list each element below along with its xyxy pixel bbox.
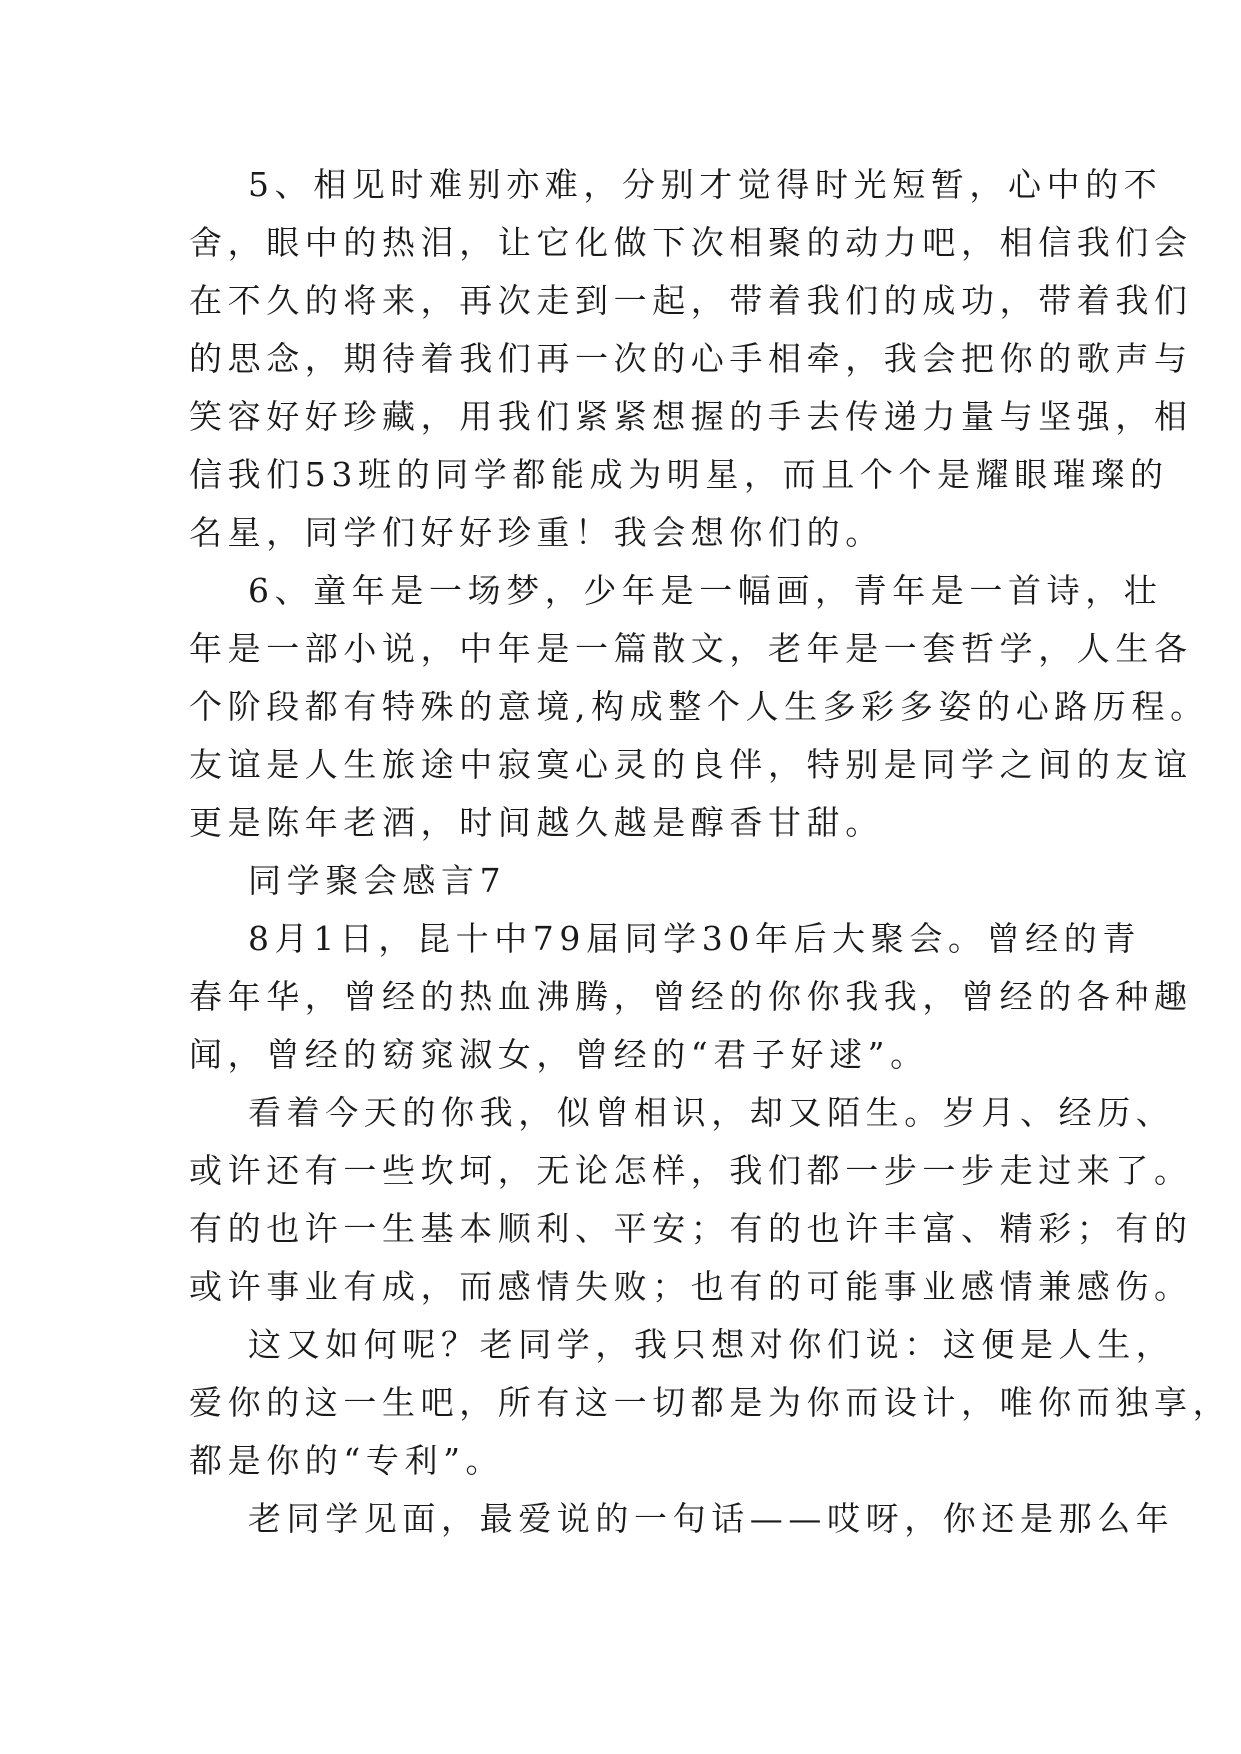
text-line [0, 1373, 1241, 1433]
text-line [0, 503, 1241, 563]
text-line [0, 155, 1241, 215]
line-text: 更是陈年老酒，时间越久越是醇香甘甜。 [189, 803, 884, 842]
line-text: 春年华，曾经的热血沸腾，曾经的你你我我，曾经的各种趣 [189, 977, 1193, 1016]
text-line [0, 1431, 1241, 1491]
text-line [0, 387, 1241, 447]
heading-text: 同学聚会感言7 [248, 861, 507, 900]
line-text: 老同学见面，最爱说的一句话——哎呀，你还是那么年 [248, 1499, 1175, 1538]
line-text: 个阶段都有特殊的意境,构成整个人生多彩多姿的心路历程。 [189, 687, 1209, 726]
line-text: 信我们53班的同学都能成为明星，而且个个是耀眼璀璨的 [189, 455, 1169, 494]
line-text: 有的也许一生基本顺利、平安；有的也许丰富、精彩；有的 [189, 1209, 1193, 1248]
text-line [0, 213, 1241, 273]
line-text: 笑容好好珍藏，用我们紧紧想握的手去传递力量与坚强，相 [189, 397, 1193, 436]
text-line [0, 677, 1241, 737]
text-line [0, 561, 1241, 621]
line-text: 5、相见时难别亦难，分别才觉得时光短暂，心中的不 [248, 165, 1163, 204]
text-line [0, 793, 1241, 853]
section-heading [0, 851, 1241, 911]
text-line [0, 967, 1241, 1027]
line-text: 年是一部小说，中年是一篇散文，老年是一套哲学，人生各 [189, 629, 1193, 668]
text-line [0, 619, 1241, 679]
text-line [0, 1489, 1241, 1549]
line-text: 在不久的将来，再次走到一起，带着我们的成功，带着我们 [189, 281, 1193, 320]
line-text: 舍，眼中的热泪，让它化做下次相聚的动力吧，相信我们会 [189, 223, 1193, 262]
line-text: 闻，曾经的窈窕淑女，曾经的“君子好逑”。 [189, 1035, 929, 1074]
line-text: 友谊是人生旅途中寂寞心灵的良伴，特别是同学之间的友谊 [189, 745, 1193, 784]
line-text: 6、童年是一场梦，少年是一幅画，青年是一首诗，壮 [248, 571, 1163, 610]
text-line [0, 1257, 1241, 1317]
text-line [0, 909, 1241, 969]
text-line [0, 1199, 1241, 1259]
text-line [0, 445, 1241, 505]
line-text: 名星，同学们好好珍重！我会想你们的。 [189, 513, 884, 552]
text-line [0, 271, 1241, 331]
line-text: 或许事业有成，而感情失败；也有的可能事业感情兼感伤。 [189, 1267, 1193, 1306]
line-text: 爱你的这一生吧，所有这一切都是为你而设计，唯你而独享， [189, 1383, 1232, 1422]
text-line [0, 1141, 1241, 1201]
line-text: 这又如何呢？老同学，我只想对你们说：这便是人生， [248, 1325, 1175, 1364]
line-text: 看着今天的你我，似曾相识，却又陌生。岁月、经历、 [248, 1093, 1175, 1132]
line-text: 或许还有一些坎坷，无论怎样，我们都一步一步走过来了。 [189, 1151, 1193, 1190]
line-text: 的思念，期待着我们再一次的心手相牵，我会把你的歌声与 [189, 339, 1193, 378]
text-line [0, 329, 1241, 389]
line-text: 8月1日，昆十中79届同学30年后大聚会。曾经的青 [248, 919, 1141, 958]
text-line [0, 1025, 1241, 1085]
text-line [0, 735, 1241, 795]
text-line [0, 1315, 1241, 1375]
text-line [0, 1083, 1241, 1143]
line-text: 都是你的“专利”。 [189, 1441, 505, 1480]
